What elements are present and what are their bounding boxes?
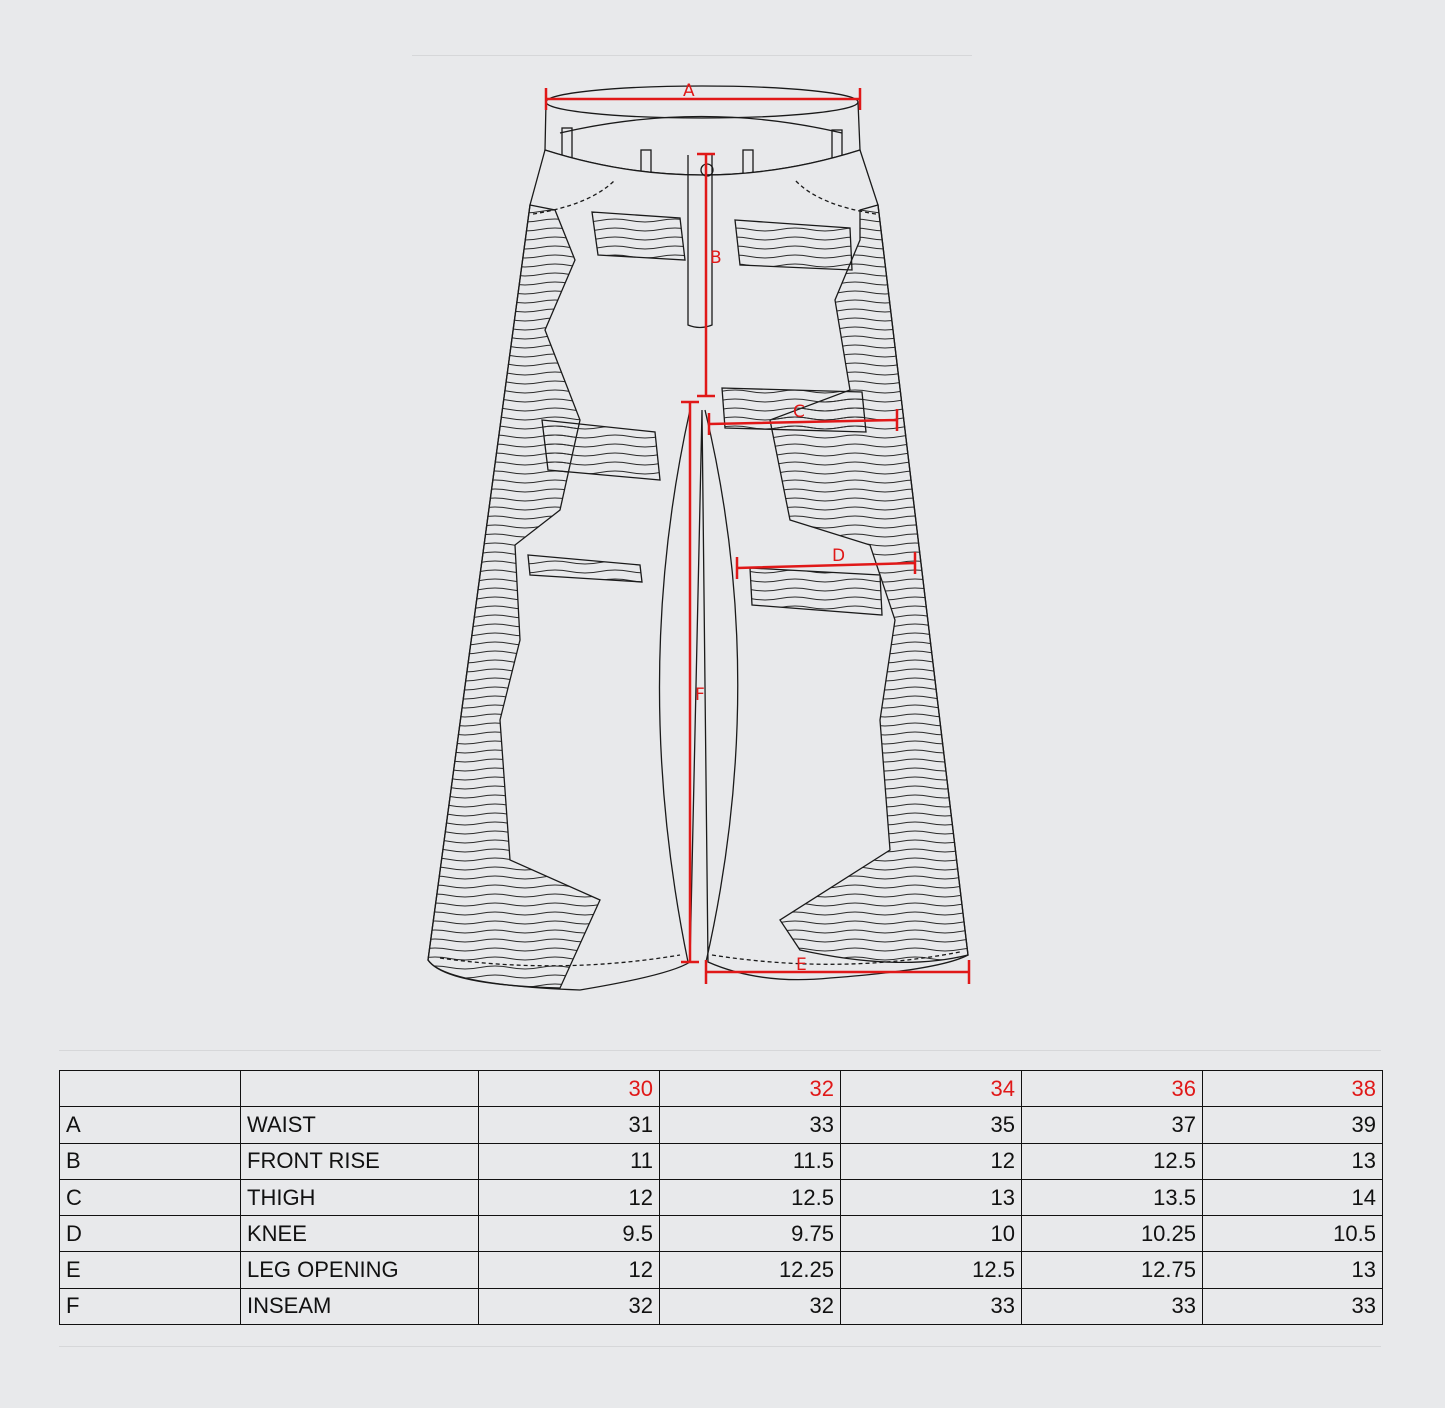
value-cell: 13.5 bbox=[1022, 1179, 1203, 1215]
table-ghost-line bbox=[59, 1346, 1381, 1347]
table-row bbox=[60, 1179, 1383, 1215]
label-f: F bbox=[695, 685, 705, 705]
table-row bbox=[60, 1252, 1383, 1288]
table-row bbox=[60, 1216, 1383, 1252]
value-cell: 10.5 bbox=[1203, 1216, 1383, 1252]
label-e: E bbox=[796, 955, 807, 975]
value-cell: 11.5 bbox=[660, 1143, 841, 1179]
value-cell: 9.75 bbox=[660, 1216, 841, 1252]
measure-code: F bbox=[60, 1288, 241, 1324]
value-cell: 12.25 bbox=[660, 1252, 841, 1288]
value-cell: 39 bbox=[1203, 1107, 1383, 1143]
label-c: C bbox=[793, 402, 805, 422]
value-cell: 12 bbox=[841, 1143, 1022, 1179]
value-cell: 13 bbox=[841, 1179, 1022, 1215]
value-cell: 12 bbox=[479, 1252, 660, 1288]
table-header-row bbox=[60, 1071, 1383, 1107]
value-cell: 12 bbox=[479, 1179, 660, 1215]
value-cell: 35 bbox=[841, 1107, 1022, 1143]
size-32-header: 32 bbox=[660, 1071, 841, 1107]
value-cell: 13 bbox=[1203, 1143, 1383, 1179]
value-cell: 10 bbox=[841, 1216, 1022, 1252]
value-cell: 31 bbox=[479, 1107, 660, 1143]
header-cell bbox=[241, 1071, 479, 1107]
value-cell: 33 bbox=[1022, 1288, 1203, 1324]
size-36-header: 36 bbox=[1022, 1071, 1203, 1107]
measure-code: A bbox=[60, 1107, 241, 1143]
measure-name: FRONT RISE bbox=[241, 1143, 479, 1179]
measure-code: D bbox=[60, 1216, 241, 1252]
value-cell: 33 bbox=[660, 1107, 841, 1143]
patch bbox=[735, 220, 852, 270]
value-cell: 11 bbox=[479, 1143, 660, 1179]
jeans-outline bbox=[428, 86, 968, 990]
size-34-header: 34 bbox=[841, 1071, 1022, 1107]
measure-name: LEG OPENING bbox=[241, 1252, 479, 1288]
value-cell: 12.5 bbox=[1022, 1143, 1203, 1179]
value-cell: 12.5 bbox=[660, 1179, 841, 1215]
label-b: B bbox=[710, 248, 722, 268]
measure-name: WAIST bbox=[241, 1107, 479, 1143]
size-38-header: 38 bbox=[1203, 1071, 1383, 1107]
measure-name: KNEE bbox=[241, 1216, 479, 1252]
table-row bbox=[60, 1143, 1383, 1179]
measure-code: C bbox=[60, 1179, 241, 1215]
value-cell: 33 bbox=[841, 1288, 1022, 1324]
measure-code: E bbox=[60, 1252, 241, 1288]
value-cell: 32 bbox=[479, 1288, 660, 1324]
header-cell bbox=[60, 1071, 241, 1107]
value-cell: 13 bbox=[1203, 1252, 1383, 1288]
waistband-top bbox=[546, 86, 858, 118]
size-chart-table bbox=[59, 1070, 1383, 1325]
value-cell: 37 bbox=[1022, 1107, 1203, 1143]
table-row bbox=[60, 1288, 1383, 1324]
measure-name: THIGH bbox=[241, 1179, 479, 1215]
value-cell: 10.25 bbox=[1022, 1216, 1203, 1252]
label-a: A bbox=[683, 81, 695, 101]
table-ghost-line bbox=[59, 1050, 1381, 1051]
value-cell: 9.5 bbox=[479, 1216, 660, 1252]
table-row bbox=[60, 1107, 1383, 1143]
label-d: D bbox=[832, 546, 846, 566]
measure-code: B bbox=[60, 1143, 241, 1179]
value-cell: 12.75 bbox=[1022, 1252, 1203, 1288]
value-cell: 32 bbox=[660, 1288, 841, 1324]
patch bbox=[592, 212, 685, 260]
size-30-header: 30 bbox=[479, 1071, 660, 1107]
waistband-inner bbox=[560, 117, 842, 134]
measure-name: INSEAM bbox=[241, 1288, 479, 1324]
value-cell: 33 bbox=[1203, 1288, 1383, 1324]
value-cell: 12.5 bbox=[841, 1252, 1022, 1288]
value-cell: 14 bbox=[1203, 1179, 1383, 1215]
